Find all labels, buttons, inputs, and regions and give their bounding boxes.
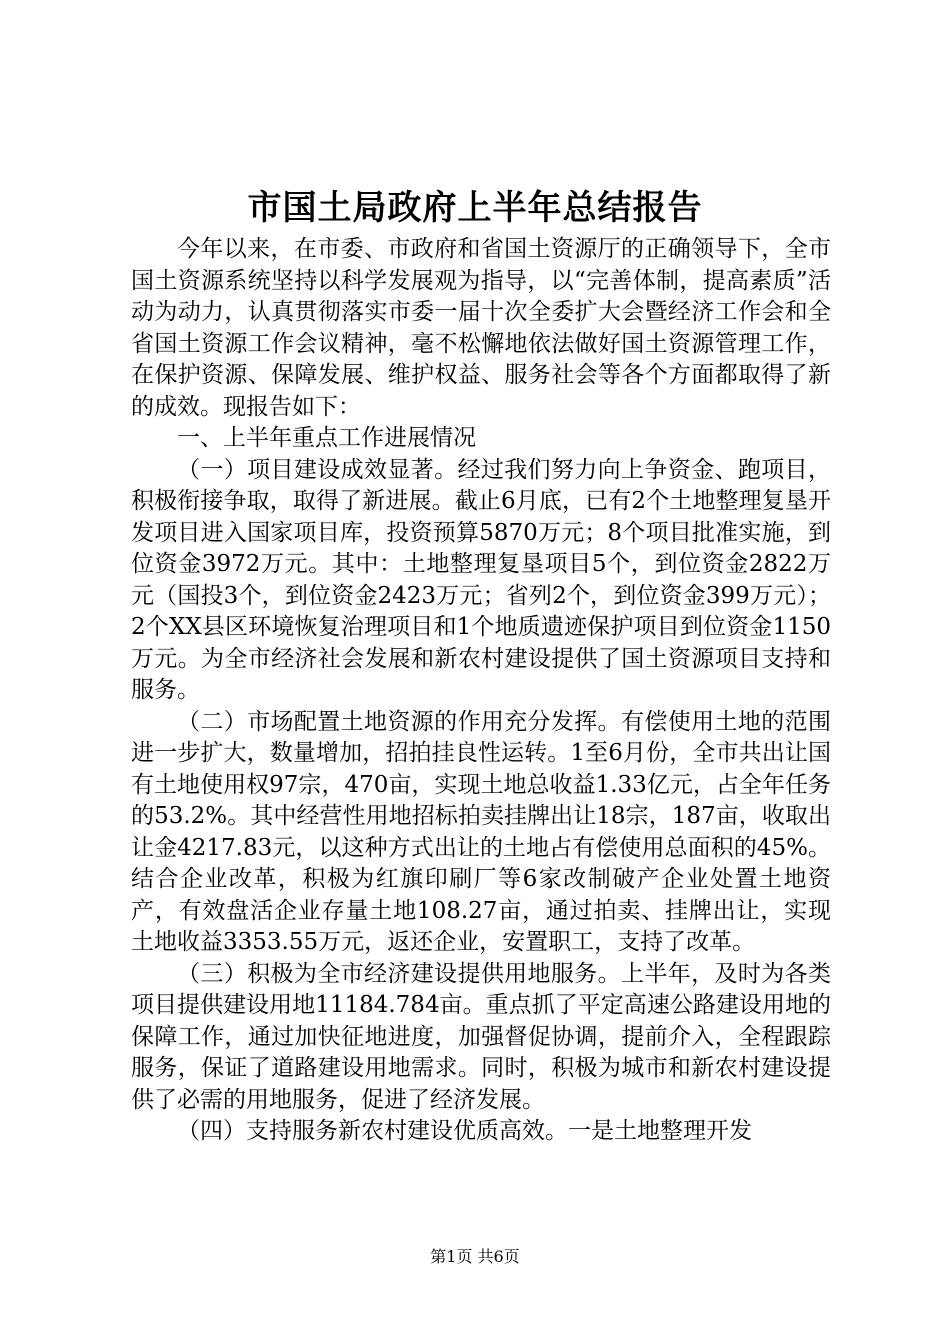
- paragraph-rural-construction: （四）支持服务新农村建设优质高效。一是土地整理开发: [177, 1118, 752, 1144]
- intro-paragraph: 今年以来，在市委、市政府和省国土资源厅的正确领导下，全市国土资源系统坚持以科学发展观为指导，以“完善体制，提高素质”活动为动力，认真贯彻落实市委一届十次全委扩大会暨经济工作会和全省国土资源工作会议精神，毫不松懈地依法做好国土资源管理工作，在保护资源、保障发展、维护权益、服务社会等各个方面都取得了新的成效。现报告如下：: [131, 236, 831, 420]
- document-title: 市国土局政府上半年总结报告: [247, 188, 703, 228]
- section-heading: 一、上半年重点工作进展情况: [177, 425, 476, 451]
- page-footer: 第1页 共6页: [430, 1247, 520, 1266]
- document-body: [131, 234, 831, 1148]
- paragraph-project-construction: （一）项目建设成效显著。经过我们努力向上争资金、跑项目，积极衔接争取，取得了新进展。截止6月底，已有2个土地整理复垦开发项目进入国家项目库，投资预算5870万元；8个项目批准实施，到位资金3972万元。其中：土地整理复垦项目5个，到位资金2822万元（国投3个，到位资金2423万元；省列2个，到位资金399万元）；2个XX县区环境恢复治理项目和1个地质遗迹保护项目到位资金1150万元。为全市经济社会发展和新农村建设提供了国土资源项目支持和服务。: [131, 456, 831, 703]
- paragraph-land-service: （三）积极为全市经济建设提供用地服务。上半年，及时为各类项目提供建设用地11184.784亩。重点抓了平定高速公路建设用地的保障工作，通过加快征地进度，加强督促协调，提前介入，全程跟踪服务，保证了道路建设用地需求。同时，积极为城市和新农村建设提供了必需的用地服务，促进了经济发展。: [131, 960, 831, 1113]
- paragraph-market-allocation: （二）市场配置土地资源的作用充分发挥。有偿使用土地的范围进一步扩大，数量增加，招拍挂良性运转。1至6月份，全市共出让国有土地使用权97宗，470亩，实现土地总收益1.33亿元，占全年任务的53.2%。其中经营性用地招标拍卖挂牌出让18宗，187亩，收取出让金4217.83元，以这种方式出让的土地占有偿使用总面积的45%。结合企业改革，积极为红旗印刷厂等6家改制破产企业处置土地资产，有效盘活企业存量土地108.27亩，通过拍卖、挂牌出让，实现土地收益3353.55万元，返还企业，安置职工，支持了改革。: [131, 708, 831, 955]
